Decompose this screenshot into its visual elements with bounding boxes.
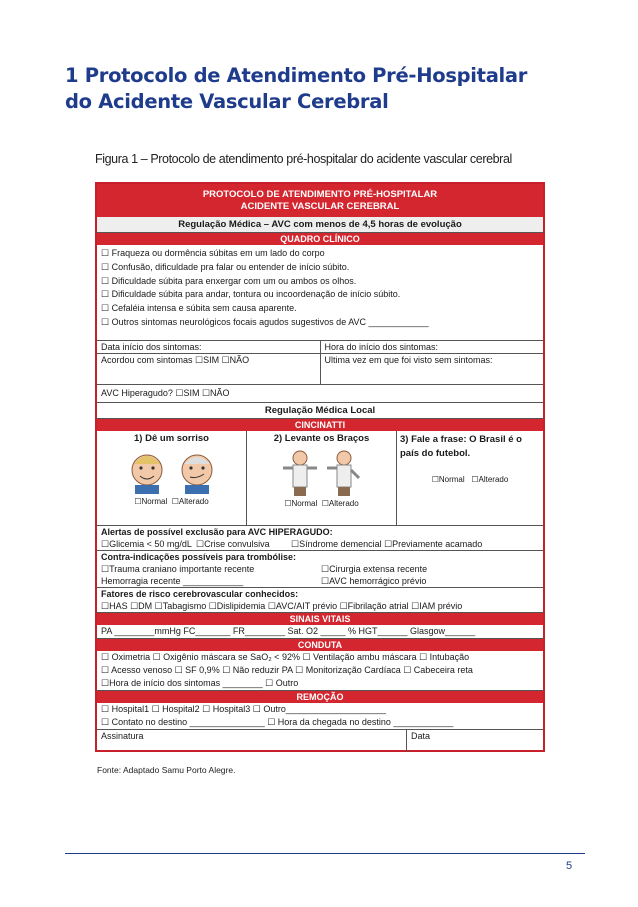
contra-option[interactable]: ☐AVC hemorrágico prévio bbox=[321, 576, 427, 586]
speech-options bbox=[400, 475, 540, 484]
contra-option[interactable]: ☐Trauma craniano importante recente bbox=[101, 564, 255, 574]
face-altered-icon bbox=[176, 448, 218, 494]
symptom-item[interactable]: ☐ Cefaléia intensa e súbita sem causa aparente. bbox=[101, 303, 297, 314]
cinc-smile-title: 1) Dê um sorriso bbox=[134, 433, 209, 444]
wake-row bbox=[97, 354, 543, 385]
arms-altered-icon bbox=[326, 448, 362, 496]
speech-normal-checkbox[interactable]: ☐Normal bbox=[431, 475, 465, 484]
arms-illustration bbox=[250, 448, 393, 496]
symptom-item[interactable]: ☐ Dificuldade súbita para andar, tontura ou incoordenação de início súbito. bbox=[101, 289, 401, 300]
remocao-section bbox=[97, 703, 543, 730]
smile-altered-checkbox[interactable]: ☐Alterado bbox=[171, 497, 209, 506]
faces-illustration bbox=[100, 448, 243, 494]
conduta-heading: CONDUTA bbox=[97, 639, 543, 651]
arms-options bbox=[250, 499, 393, 508]
onset-row bbox=[97, 341, 543, 354]
remocao-heading: REMOÇÃO bbox=[97, 691, 543, 703]
avc-hiperagudo-field[interactable]: AVC Hiperagudo? ☐SIM ☐NÃO bbox=[97, 385, 543, 403]
signature-row bbox=[97, 730, 543, 752]
conduta-row[interactable]: ☐Hora de início dos sintomas ________ ☐ Outro bbox=[101, 678, 299, 688]
arms-altered-checkbox[interactable]: ☐Alterado bbox=[321, 499, 359, 508]
form-header bbox=[97, 184, 543, 217]
alertas-section bbox=[97, 526, 543, 551]
title-line-1: 1 Protocolo de Atendimento Pré-Hospitalar bbox=[65, 64, 528, 87]
page-number: 5 bbox=[566, 860, 573, 872]
footer-rule bbox=[65, 853, 585, 854]
symptom-item[interactable]: ☐ Confusão, dificuldade pra falar ou entender de início súbito. bbox=[101, 261, 350, 272]
figure-caption: Figura 1 – Protocolo de atendimento pré-hospitalar do acidente vascular cerebral bbox=[95, 152, 512, 166]
sinais-vitais-heading: SINAIS VITAIS bbox=[97, 613, 543, 625]
alertas-option[interactable]: ☐Síndrome demencial ☐Previamente acamado bbox=[291, 539, 483, 549]
vitals-row[interactable]: PA ________mmHg FC_______ FR________ Sat. O2 _____ % HGT______ Glasgow______ bbox=[97, 625, 543, 639]
conduta-row[interactable]: ☐ Acesso venoso ☐ SF 0,9% ☐ Não reduzir PA ☐ Monitorização Cardíaca ☐ Cabeceira reta bbox=[101, 665, 473, 675]
cincinatti-scale bbox=[97, 431, 543, 526]
alertas-options bbox=[101, 538, 539, 550]
acordou-field[interactable]: Acordou com sintomas ☐SIM ☐NÃO bbox=[97, 354, 321, 384]
ultima-vez-field[interactable]: Ultima vez em que foi visto sem sintomas: bbox=[324, 355, 493, 365]
regulacao-local-heading: Regulação Médica Local bbox=[97, 403, 543, 419]
symptom-list bbox=[97, 245, 543, 341]
conduta-row[interactable]: ☐ Oximetria ☐ Oxigênio máscara se SaO₂ < 92% ☐ Ventilação ambu máscara ☐ Intubação bbox=[101, 652, 470, 662]
symptom-item[interactable]: ☐ Dificuldade súbita para enxergar com um ou ambos os olhos. bbox=[101, 275, 357, 286]
remocao-row[interactable]: ☐ Hospital1 ☐ Hospital2 ☐ Hospital3 ☐ Outro____________________ bbox=[101, 704, 386, 714]
smile-options bbox=[100, 497, 243, 506]
speech-altered-checkbox[interactable]: ☐Alterado bbox=[471, 475, 509, 484]
cinc-arms-title: 2) Levante os Braços bbox=[273, 433, 370, 444]
contra-option[interactable]: ☐Cirurgia extensa recente bbox=[321, 564, 428, 574]
cinc-smile-panel bbox=[97, 431, 247, 525]
form-header-line-2: ACIDENTE VASCULAR CEREBRAL bbox=[240, 201, 400, 212]
arms-normal-icon bbox=[282, 448, 318, 496]
arms-normal-checkbox[interactable]: ☐Normal bbox=[284, 499, 318, 508]
quadro-clinico-heading: QUADRO CLÍNICO bbox=[97, 233, 543, 245]
hora-inicio-field[interactable]: Hora do início dos sintomas: bbox=[324, 342, 439, 352]
data-inicio-field[interactable]: Data início dos sintomas: bbox=[97, 341, 321, 353]
form-header-line-1: PROTOCOLO DE ATENDIMENTO PRÉ-HOSPITALAR bbox=[202, 189, 438, 200]
figure-source: Fonte: Adaptado Samu Porto Alegre. bbox=[97, 765, 236, 775]
conduta-section bbox=[97, 651, 543, 691]
alertas-option[interactable]: ☐Glicemia < 50 mg/dL bbox=[101, 539, 192, 549]
smile-normal-checkbox[interactable]: ☐Normal bbox=[134, 497, 168, 506]
contra-section bbox=[97, 551, 543, 588]
alertas-title: Alertas de possível exclusão para AVC HIPERAGUDO: bbox=[101, 527, 333, 537]
assinatura-field[interactable]: Assinatura bbox=[97, 730, 407, 752]
fatores-options[interactable]: ☐HAS ☐DM ☐Tabagismo ☐Dislipidemia ☐AVC/AIT prévio ☐Fibrilação atrial ☐IAM prévio bbox=[101, 601, 463, 611]
document-title bbox=[65, 63, 585, 115]
contra-options bbox=[101, 563, 539, 587]
cinc-speech-title: 3) Fale a frase: O Brasil é o país do futebol. bbox=[400, 434, 522, 459]
face-normal-icon bbox=[126, 448, 168, 494]
cinc-arms-panel bbox=[247, 431, 397, 525]
fatores-title: Fatores de risco cerebrovascular conhecidos: bbox=[101, 589, 299, 599]
alertas-option[interactable]: ☐Crise convulsiva bbox=[196, 539, 270, 549]
protocol-form bbox=[95, 182, 545, 752]
cinc-speech-panel bbox=[397, 431, 543, 525]
remocao-row[interactable]: ☐ Contato no destino _______________ ☐ Hora da chegada no destino ____________ bbox=[101, 717, 454, 727]
title-line-2: do Acidente Vascular Cerebral bbox=[65, 90, 389, 113]
symptom-item[interactable]: ☐ Outros sintomas neurológicos focais agudos sugestivos de AVC ____________ bbox=[101, 316, 429, 327]
cincinatti-heading: CINCINATTI bbox=[97, 419, 543, 431]
regulacao-heading: Regulação Médica – AVC com menos de 4,5 horas de evolução bbox=[97, 217, 543, 233]
fatores-section bbox=[97, 588, 543, 613]
symptom-item[interactable]: ☐ Fraqueza ou dormência súbitas em um lado do corpo bbox=[101, 248, 325, 258]
data-field[interactable]: Data bbox=[411, 731, 431, 741]
contra-option[interactable]: Hemorragia recente ____________ bbox=[101, 576, 244, 586]
contra-title: Contra-indicações possíveis para trombólise: bbox=[101, 552, 297, 562]
